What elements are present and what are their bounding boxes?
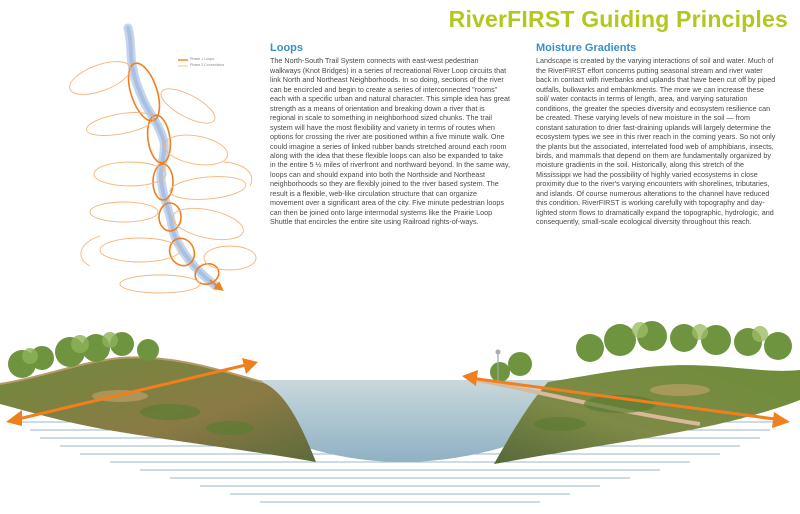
loops-heading: Loops <box>270 42 303 54</box>
loops-section <box>270 44 510 227</box>
legend-phase-2: Phase 2 Connections <box>190 63 225 67</box>
moisture-section <box>536 44 776 227</box>
river-section-illustration <box>0 292 800 514</box>
legend-phase-1: Phase 1 Loops <box>190 57 214 61</box>
loops-body: The North-South Trail System connects with east-west pedestrian walkways (Knot Bridges) in a series of recreational River Loop circuits that link North and Northeast Neighborhoods. In so doing, sections of the river can be encircled and begin to create a series of interconnected "rooms" each with a specific urban and natural character. This simple idea has great strength as a means of orientation and breaking down a river that is regional in scale to something in neighborhood sized chunks. The trail system will have the most flexibility and variety in terms of routes when options for crossing the river are positioned within a five minute walk. One could imagine a series of linked rubber bands stretched around each room along with the idea that these flexible loops can also be expanded to take in the entire 5 ½ miles of riverfront and northward beyond. In the same way, loops can and should expand into both the Northside and Northeast neighborhoods so they are flexibly joined to the river based system. The result is a flexible, web-like circulation structure that can organize movement over a significant area of the city. Five minute pedestrian loops can then be joined onto large intermodal systems like the Prairie Loop Shuttle that encircles the entire site using Railroad rights-of-ways. <box>270 56 510 227</box>
moisture-heading: Moisture Gradients <box>536 42 637 54</box>
river-loops-diagram <box>60 22 265 297</box>
moisture-body: Landscape is created by the varying interactions of soil and water. Much of the RiverFIRST effort concerns putting seasonal stream and river water back in contact with riverbanks and uplands that have been cut off by piped outfalls, bulkwarks and embankments. The more we can increase these soil/ water contacts in terms of length, area, and varying saturation conditions, the greater the species diversity and ecosystem resilience can be created. These varying levels of new moisture in the soil — from constant saturation to drier fast-draining uplands will largely determine the ecosystem types we see in this river reach in the coming years. So not only the plants but the associated, interrelated food web of amphibians, insects, birds, and mammals that depend on them are fundamentally organized by moisture gradients in the soil. Historically, along this stretch of the Mississippi we had the possibility of highly varied ecosystems in close proximity due to the river's varying encounters with shorelines, tributaries, and islands. Of course numerous alterations to the channel have reduced this condition. RiverFIRST is working carefully with topography and day-lighted storm flows to dramatically expand the topographic, hydrologic, and consequently, small-scale ecological diversity throughout this reach. <box>536 56 776 227</box>
page-title: RiverFIRST Guiding Principles <box>448 6 788 32</box>
